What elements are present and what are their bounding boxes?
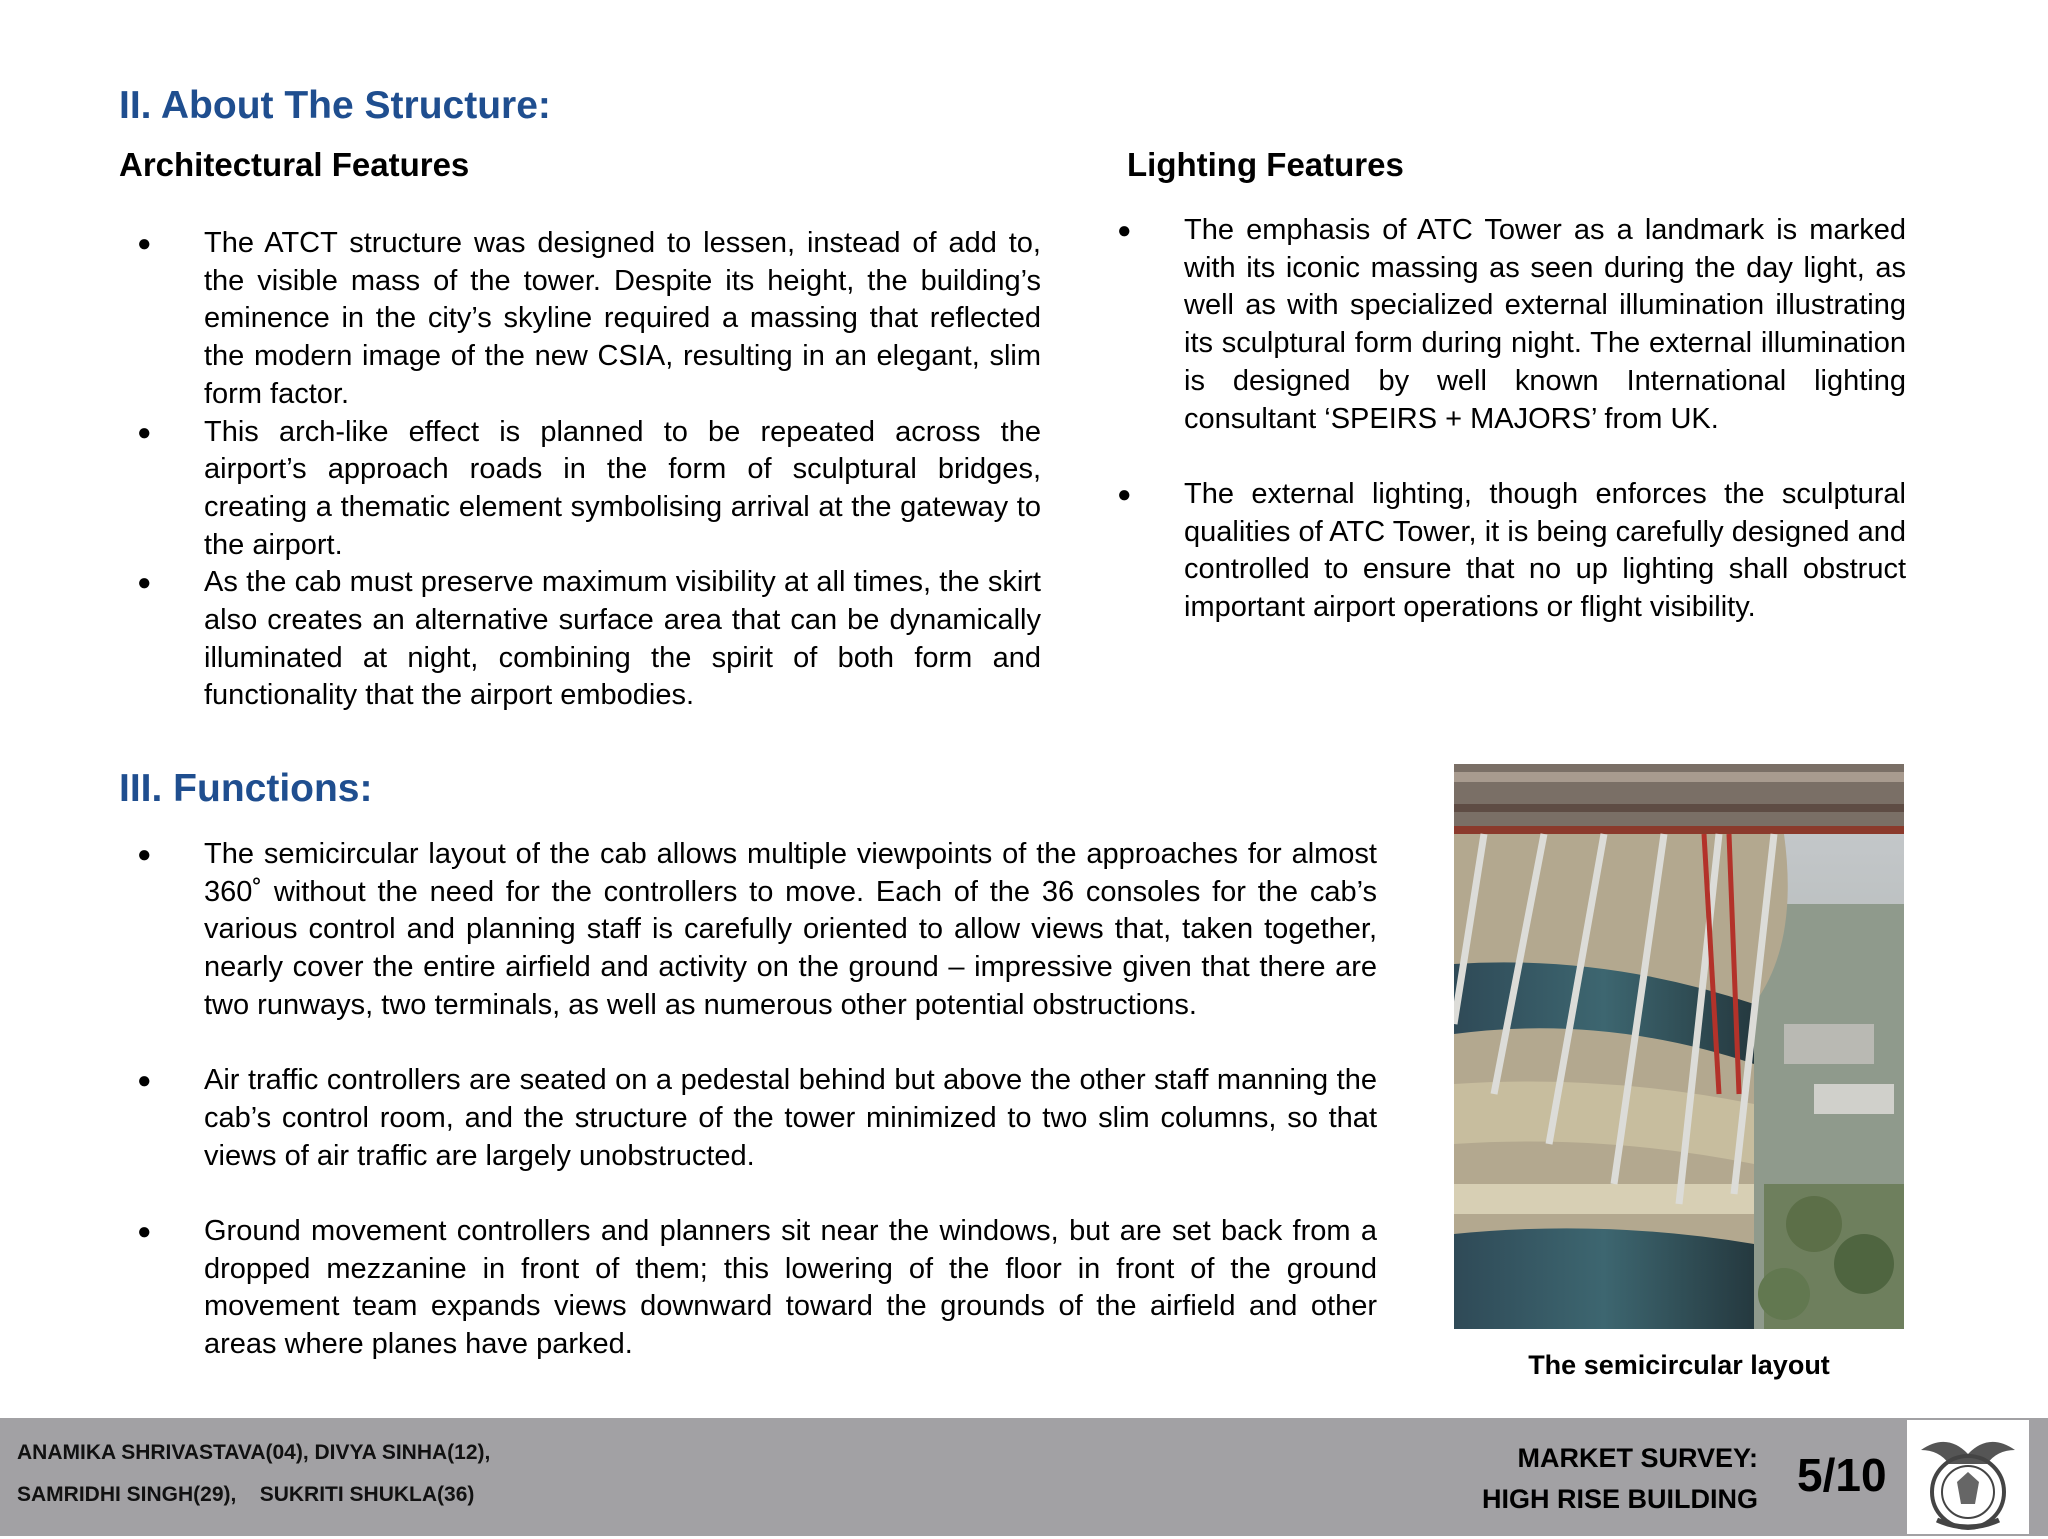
architectural-features-heading: Architectural Features (119, 146, 470, 183)
bullet-icon: ● (137, 418, 152, 446)
bullet-icon: ● (137, 841, 152, 868)
list-item: ● The ATCT structure was designed to lessen, instead of add to, the visible mass of the tower. Despite its height, the building’s eminence in the city’s skyline required a massing that reflected the modern image of the new CSIA, resulting in an elegant, slim form factor. (137, 227, 1041, 410)
survey-title-line-1: MARKET SURVEY: (1517, 1443, 1758, 1473)
bullet-icon: ● (137, 569, 152, 597)
functions-bullet-list (119, 836, 1377, 1364)
list-item: ● As the cab must preserve maximum visibility at all times, the skirt also creates an alternative surface area that can be dynamically illuminated at night, combining the spirit of both form and functionality that the airport embodies. (137, 566, 1041, 712)
bullet-icon: ● (1117, 217, 1132, 244)
section-heading-functions: III. Functions: (119, 767, 373, 810)
architectural-bullet-list (119, 225, 1041, 715)
photo-caption: The semicircular layout (1528, 1350, 1830, 1380)
lighting-bullet-list (1099, 212, 1906, 627)
lighting-features-heading: Lighting Features (1127, 146, 1404, 183)
tower-construction-photo (1454, 764, 1904, 1329)
authors-line-1: ANAMIKA SHRIVASTAVA(04), DIVYA SINHA(12), (17, 1441, 491, 1464)
list-item: ● Ground movement controllers and planners sit near the windows, but are set back from a dropped mezzanine in front of them; this lowering of the floor in front of the ground movement team expands views downward toward the grounds of the airfield and other areas where planes have parked. (137, 1215, 1377, 1361)
section-heading-structure: II. About The Structure: (119, 84, 551, 127)
bullet-icon: ● (137, 230, 152, 257)
bullet-icon: ● (1117, 480, 1132, 508)
list-item: ● The external lighting, though enforces the sculptural qualities of ATC Tower, it is being carefully designed and controlled to ensure that no up lighting shall obstruct important airport operations or flight visibility. (1117, 477, 1906, 624)
bullet-icon: ● (137, 1067, 152, 1095)
page-number: 5/10 (1797, 1449, 1887, 1501)
photo-illustration (1454, 764, 1904, 1329)
list-item: ● Air traffic controllers are seated on a pedestal behind but above the other staff manning the cab’s control room, and the structure of the tower minimized to two slim columns, so that views of air traffic are largely unobstructed. (137, 1064, 1377, 1172)
authors-line-2: SAMRIDHI SINGH(29), SUKRITI SHUKLA(36) (17, 1483, 475, 1506)
university-seal-icon (1907, 1420, 2029, 1534)
list-item: ● This arch-like effect is planned to be repeated across the airport’s approach roads in the form of sculptural bridges, creating a thematic element symbolising arrival at the gateway to the airport. (137, 415, 1041, 561)
survey-title-line-2: HIGH RISE BUILDING (1481, 1484, 1758, 1514)
bullet-icon: ● (137, 1218, 152, 1245)
footer-bar (0, 1418, 2048, 1536)
list-item: ● The semicircular layout of the cab allows multiple viewpoints of the approaches for almost 360˚ without the need for the controllers to move. Each of the 36 consoles for the cab’s various control and planning staff is carefully oriented to allow views that, taken together, nearly cover the entire airfield and activity on the ground – impressive given that there are two runways, two terminals, as well as numerous other potential obstructions. (137, 838, 1377, 1021)
list-item: ● The emphasis of ATC Tower as a landmark is marked with its iconic massing as seen during the day light, as well as with specialized external illumination illustrating its sculptural form during night. The external illumination is designed by well known International lighting consultant ‘SPEIRS + MAJORS’ from UK. (1117, 214, 1906, 435)
